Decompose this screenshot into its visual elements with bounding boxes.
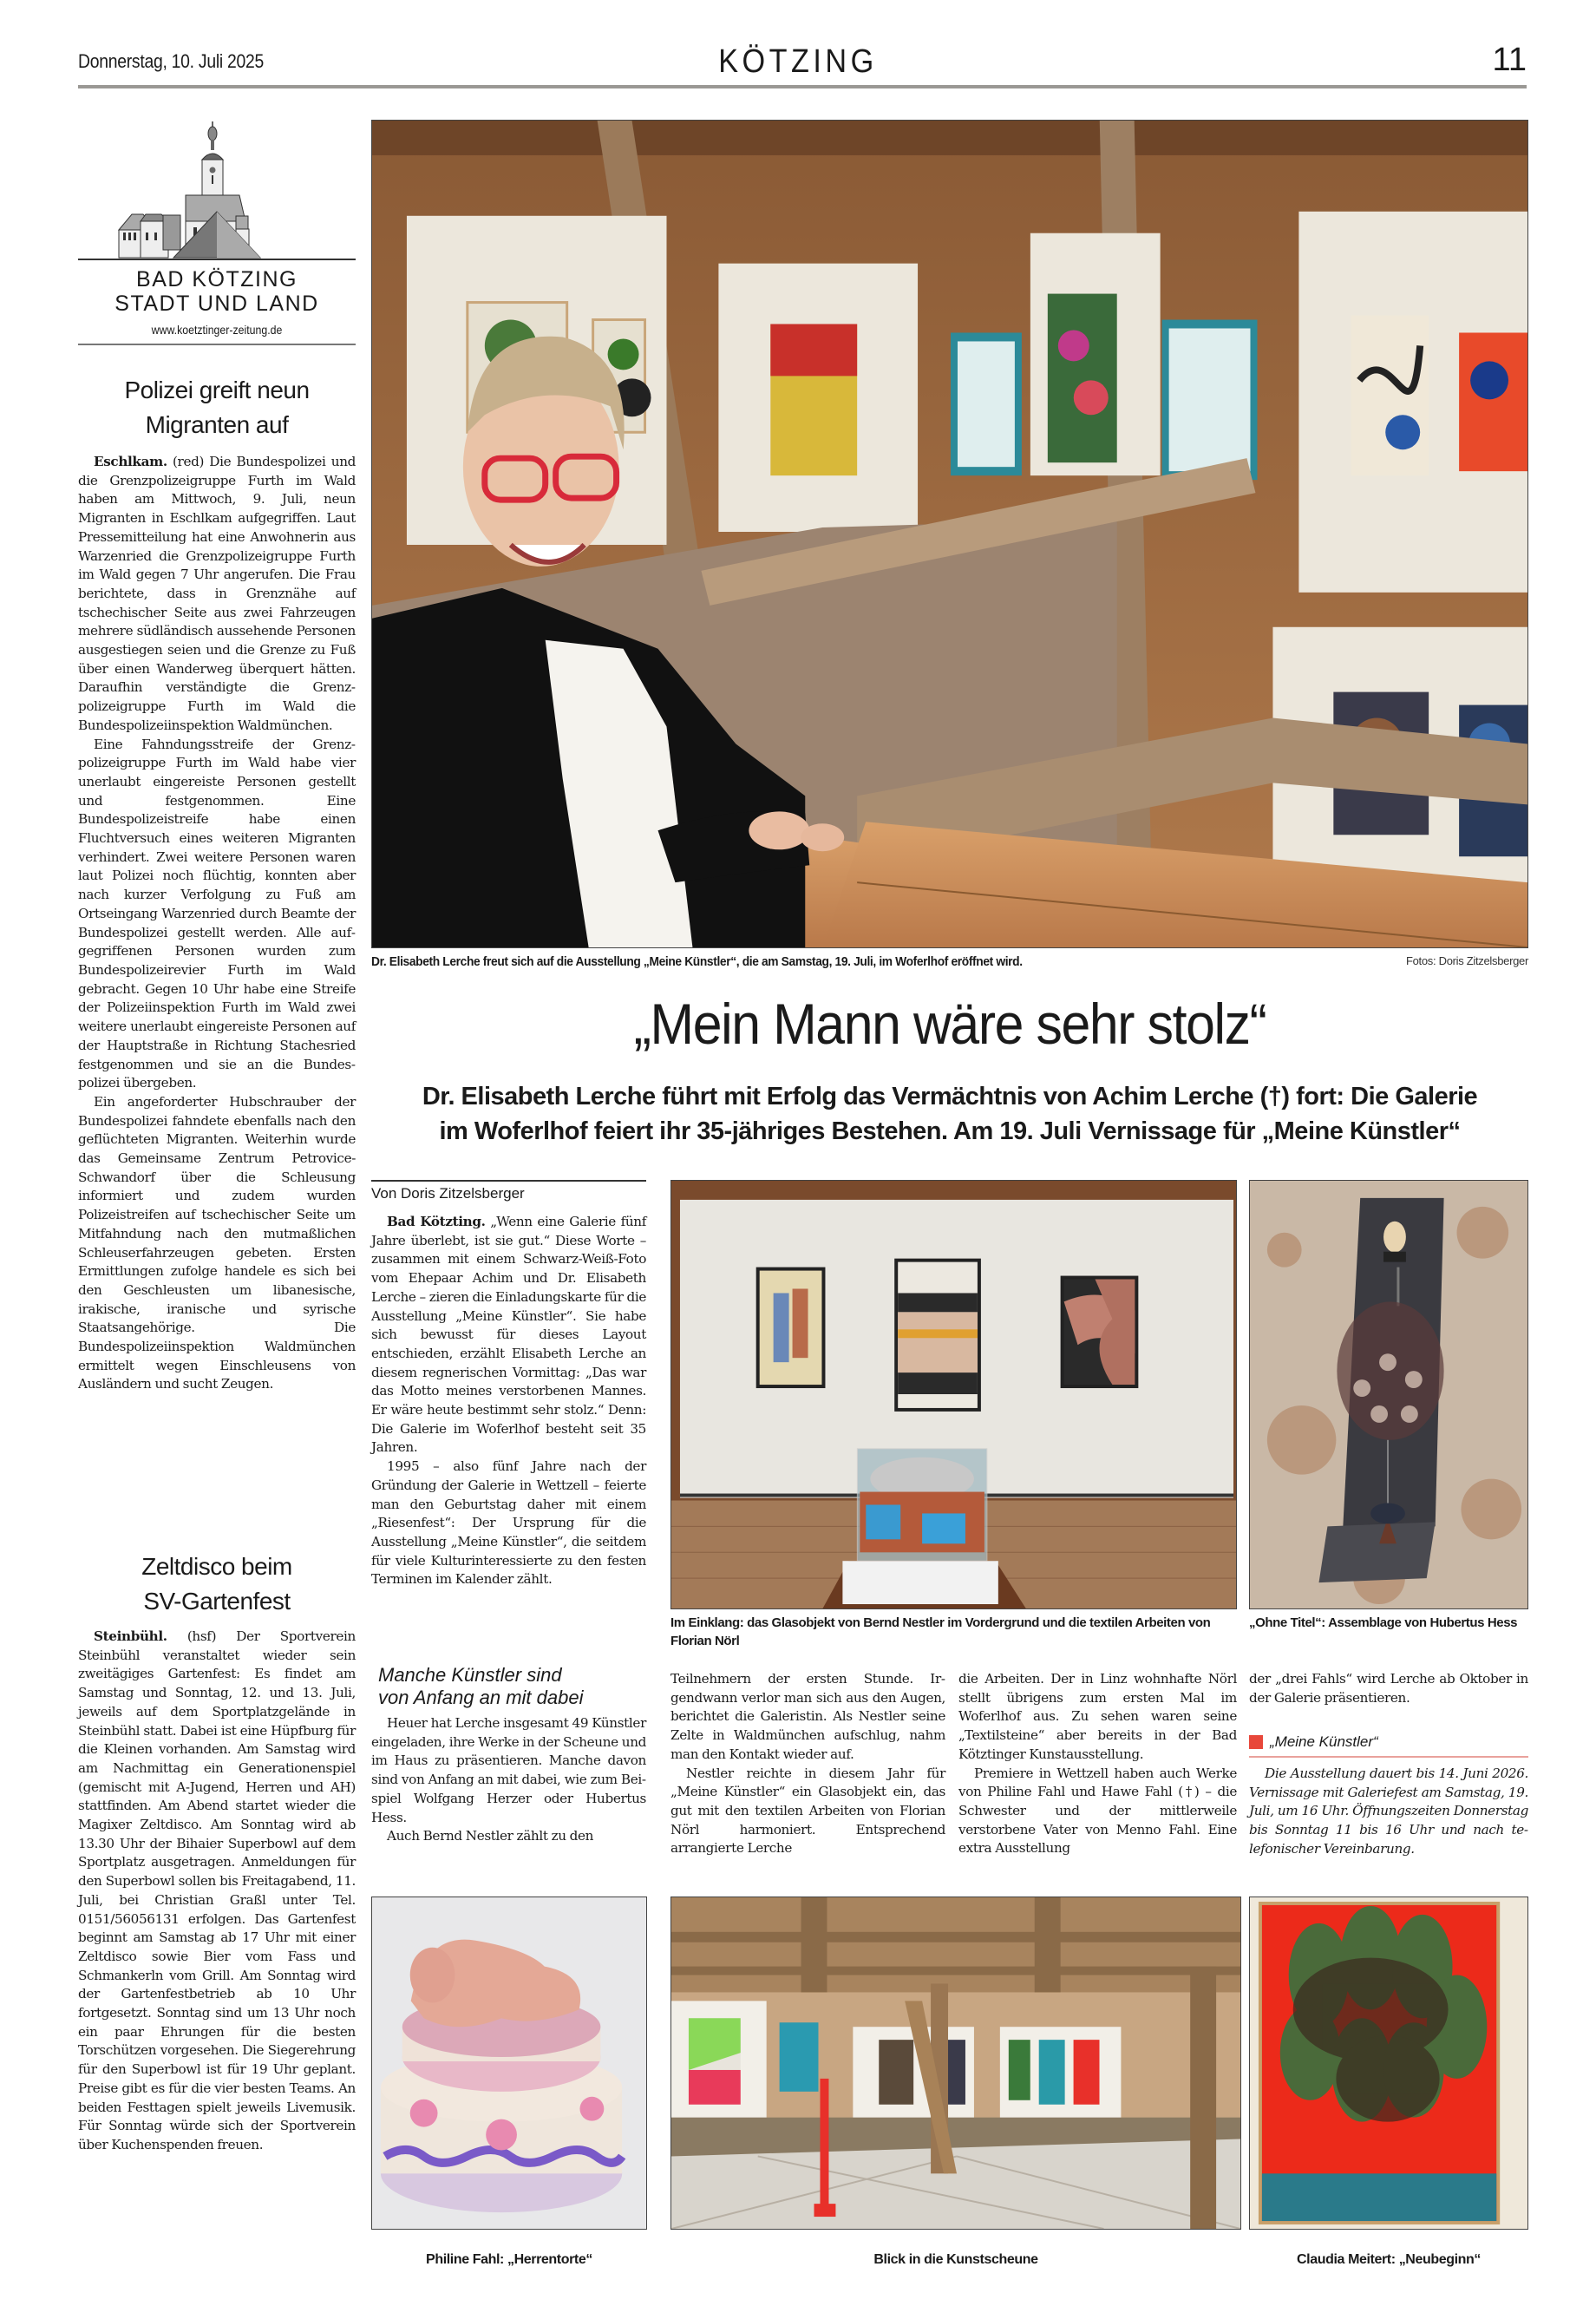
main-paragraph: die Arbeiten. Der in Linz wohnhafte Nörl stellt übrigens zum ersten Mal im Woferlhof aus. Zu sehen waren seine „Textilsteine“ aber bereits in der Bad Kötztinger Kunstausstellung. [958,1671,1237,1762]
infobox-rule [1249,1756,1528,1758]
photo-credit: Fotos: Doris Zitzelsberger [1405,954,1528,967]
disco-headline-line1: Zeltdisco beim [141,1553,292,1580]
main-photo-elisabeth-lerche [371,120,1528,948]
logo-line2: STADT UND LAND [114,292,319,316]
photo-kunstscheune [670,1897,1241,2230]
infobox-body [1249,1765,1528,1859]
photo-assemblage [1249,1180,1528,1609]
herrentorte-photo [372,1897,646,2229]
main-paragraph: der „drei Fahls“ wird Lerche ab Oktober in der Galerie präsentieren. [1249,1671,1528,1706]
disco-body [78,1628,356,2155]
police-paragraph-text: (red) Die Bundespolizei und die Grenzpolizeigruppe Furth im Wald haben am Mittwoch, 9. Juli, neun Migranten in Eschlkam aufgegriffen. Laut Pressemitteilung hat eine Anwohnerin aus Warzenried die Grenzpolizeigruppe Furth im Wald gegen 7 Uhr angerufen. Die Frau berichtete, dass in Grenznähe auf tschechischer Seite aus zwei Fahrzeugen mehrere südländisch aussehende Personen ausgestiegen seien und die Grenze zu Fuß über einen Wanderweg überquert hätten. Daraufhin verständigte die Grenzpolizeigruppe Furth im Wald die Bundespolizeiinspektion Waldmünchen. [78,454,356,733]
main-paragraph: 1995 – also fünf Jahre nach der Gründung der Galerie in Wettzell – feierte man den Geburtstag daher mit einem „Riesenfest“: Der Ursprung für die Ausstellung „Meine Künstler“, die seitdem für viele Kulturinteressierte zu den festen Terminen im Kalender zählt. [371,1458,646,1588]
police-paragraph: Ein angeforderter Hubschrauber der Bundespolizei fahndete ebenfalls nach den geflüchteten Migranten. Weiterhin wurde das Gemeinsame Zentrum Petrovice-Schwandorf über die Schleusung informiert und zudem wurden Polizeistreifen auf tschechischer Seite um Mitfahndung nach den mutmaßlichen Schleuserfahrzeugen gebeten. Ersten Ermittlungen zufolge handele es sich bei den Geschleusten um libanesische, irakische, iranische und syrische Staatsangehörige. Die Bundespolizeiinspektion Waldmünchen ermittelt wegen Einschleusens von Ausländern und sucht Zeugen. [78,1093,356,1392]
byline-rule [371,1180,646,1182]
police-paragraph: Eine Fahndungsstreife der Grenzpolizeigruppe Furth im Wald habe vier unerlaubt eingereiste Personen gestellt und festgenommen. Eine Bundespolizeistreife habe einen Fluchtversuch eines weiteren Migranten verhindert. Zwei weitere Personen waren laut Polizei noch flüchtig, konnten aber nach kurzer Verfolgung zu Fuß am Ortseingang Warzenried durch Beamte der Bundespolizei gestellt werden. Alle aufgegriffenen Personen wurden zum Bundespolizeirevier Furth im Wald gebracht. Gegen 10 Uhr habe eine Streife der Polizeiinspektion Furth im Wald zwei weitere unerlaubt eingereiste Personen auf der Hauptstraße in Richtung Stachesried festgenommen und sie an die Bundespolizei übergeben. [78,736,356,1091]
disco-article [78,1549,356,2155]
photo-herrentorte [371,1897,647,2230]
issue-date: Donnerstag, 10. Juli 2025 [78,50,265,72]
header-rule [78,85,1527,88]
section-title-text: KÖTZING [718,43,878,80]
church-icon [78,121,356,260]
main-subheadline [371,1079,1528,1149]
kunstscheune-photo [671,1897,1240,2229]
byline: Von Doris Zitzelsberger [371,1185,525,1202]
main-headline [371,987,1528,1060]
main-col4-body [1249,1670,1528,1707]
intertitle-line1: Manche Künstler sind [378,1664,562,1686]
police-headline [78,373,356,442]
herrentorte-caption: Philine Fahl: „Herrentorte“ [426,2252,592,2267]
glass-object-caption: Im Einklang: das Glasobjekt von Bernd Nestler im Vordergrund und die textilen Arbeiten von Florian Nörl [670,1615,1211,1648]
photo-neubeginn [1249,1897,1528,2230]
main-paragraph: Auch Bernd Nestler zählt zu den [387,1828,594,1844]
main-col3-body [958,1670,1237,1858]
disco-headline-line2: SV-Gartenfest [143,1588,291,1615]
main-photo-caption-text: Dr. Elisabeth Lerche freut sich auf die Ausstellung „Meine Künstler“, die am Samstag, 19. Juli, im Woferlhof eröffnet wird. [371,954,1023,969]
main-headline-text: „Mein Mann wäre sehr stolz“ [633,992,1266,1056]
intertitle [378,1664,647,1709]
photo-glass-object [670,1180,1237,1609]
assemblage-photo [1250,1181,1527,1608]
disco-dateline: Steinbühl. [94,1628,167,1644]
neubeginn-caption: Claudia Meitert: „Neubeginn“ [1297,2252,1481,2267]
glass-object-photo [671,1181,1236,1608]
main-dateline: Bad Kötzting. [387,1214,486,1229]
section-title [0,43,1596,81]
infobox-title-text: „Meine Künstler“ [1270,1733,1378,1750]
infobox-text: Die Ausstellung dauert bis 14. Juni 2026. Vernissage mit Galeriefest am Samstag, 19. Juli, um 16 Uhr. Öffnungszeiten Donnerstag bis Sonntag 11 bis 16 Uhr und nach telefonischer Vereinbarung. [1249,1766,1528,1857]
disco-paragraph [78,1628,356,2155]
main-paragraph-text: „Wenn eine Galerie fünf Jahre überlebt, ist sie gut.“ Diese Worte – zusammen mit einem Schwarz-Weiß-Foto vom Ehepaar Achim und Dr. Elisabeth Lerche – zieren die Einladungskarte für die Ausstellung „Meine Künstler“. Sie habe sich bewusst für dieses Layout entschieden, erzählt Elisabeth Lerche an diesem regnerischen Vormittag: „Das war das Motto meines verstorbenen Mannes. Er wäre heute bestimmt sehr stolz.“ Denn: Die Galerie im Woferlhof besteht seit 35 Jahren. [371,1214,646,1456]
police-dateline: Eschlkam. [94,454,167,469]
red-square-icon [1249,1735,1263,1749]
main-paragraph: Nestler reichte in diesem Jahr für „Meine Künstler“ ein Glasobjekt ein, das gut mit den textilen Arbeiten von Florian Nörl harmoniert. Entsprechend arrangierte Lerche [670,1765,945,1857]
assemblage-caption: „Ohne Titel“: Assemblage von Hubertus Hess [1249,1615,1518,1630]
police-paragraph [78,453,356,736]
logo-line1: BAD KÖTZING [136,267,298,292]
exhibition-infobox [1249,1733,1528,1859]
infobox-title [1249,1733,1528,1751]
police-article [78,373,356,1394]
police-headline-line2: Migranten auf [145,411,289,438]
kunstscheune-caption: Blick in die Kunstscheune [873,2252,1038,2267]
main-col2-body [670,1670,945,1858]
logo-name [78,267,356,316]
main-photo-caption [371,953,1239,971]
gallery-barn-photo [372,121,1527,947]
intertitle-line2: von Anfang an mit dabei [378,1687,584,1708]
logo-rule-bottom [78,344,356,345]
website-url: www.koetztinger-zeitung.de [151,323,283,337]
logo-rule [78,259,356,260]
subheadline-line1: Dr. Elisabeth Lerche führt mit Erfolg das Vermächtnis von Achim Lerche (†) fort: Die Galerie [422,1083,1478,1110]
disco-headline [78,1549,356,1619]
subheadline-line2: im Woferlhof feiert ihr 35-jähriges Bestehen. Am 19. Juli Vernissage für „Meine Künstler“ [439,1117,1461,1145]
main-paragraph: Premiere in Wettzell haben auch Werke von Philine Fahl und Hawe Fahl (†) – die Schwester und der mittlerweile verstorbene Vater von Menno Fahl. Eine extra Ausstellung [958,1765,1237,1857]
police-body [78,453,356,1394]
disco-paragraph-text: (hsf) Der Sportverein Steinbühl veranstaltet wieder sein zweitägiges Gartenfest: Es findet am Samstag und Sonntag, 12. und 13. Juli, jeweils auf dem Sportplatzgelände in Steinbühl statt. Dabei ist eine Hüpfburg für die Kleinen vorhanden. Am Samstag wird am Nachmittag ein Generationenspiel (gemischt mit A-Jugend, Herren und AH) stattfinden. Am Abend startet wieder die Magixer Zeltdisco. Am Sonntag wird ab 13.30 Uhr der Bihaier Superbowl auf dem Sportplatz ausgetragen. Anmeldungen für den Superbowl sollen bis Freitagabend, 11. Juli, bei Christian Graßl unter Tel. 0151/56056131 erfolgen. Das Gartenfest beginnt am Samstag ab 17 Uhr mit einer Zeltdisco sowie Bier vom Fass und Schmankerln vom Grill. Am Sonntag wird der Gartenfestbetrieb ab 10 Uhr fortgesetzt. Sonntag sind um 13 Uhr noch ein paar Ehrungen für die besten Torschützen vorgesehen. Die Siegerehrung für den Superbowl ist für 19 Uhr geplant. Preise gibt es für die vier besten Teams. An beiden Festtagen spielt jeweils Livemusik. Für Sonntag würde sich der Sportverein über Kuchenspenden freuen. [78,1628,356,2152]
neubeginn-painting-photo [1250,1897,1527,2229]
main-paragraph: Teilnehmern der ersten Stunde. Irgendwann verlor man sich aus den Augen, berichtet die Galeristin. Als Nestler seine Zelte in Waldmünchen aufschlug, nahm man den Kontakt wieder auf. [670,1671,945,1762]
main-col1-body [371,1213,646,1589]
main-paragraph [371,1213,646,1458]
police-headline-line1: Polizei greift neun [124,377,310,403]
main-paragraph: Heuer hat Lerche insgesamt 49 Künstler eingeladen, ihre Werke in der Scheune und im Haus zu präsentieren. Manche davon sind von Anfang an mit dabei, wie zum Beispiel Wolfgang Herzer oder Hubertus Hess. [371,1715,647,1825]
main-col1b-body [371,1714,646,1846]
page-number: 11 [1492,42,1527,78]
